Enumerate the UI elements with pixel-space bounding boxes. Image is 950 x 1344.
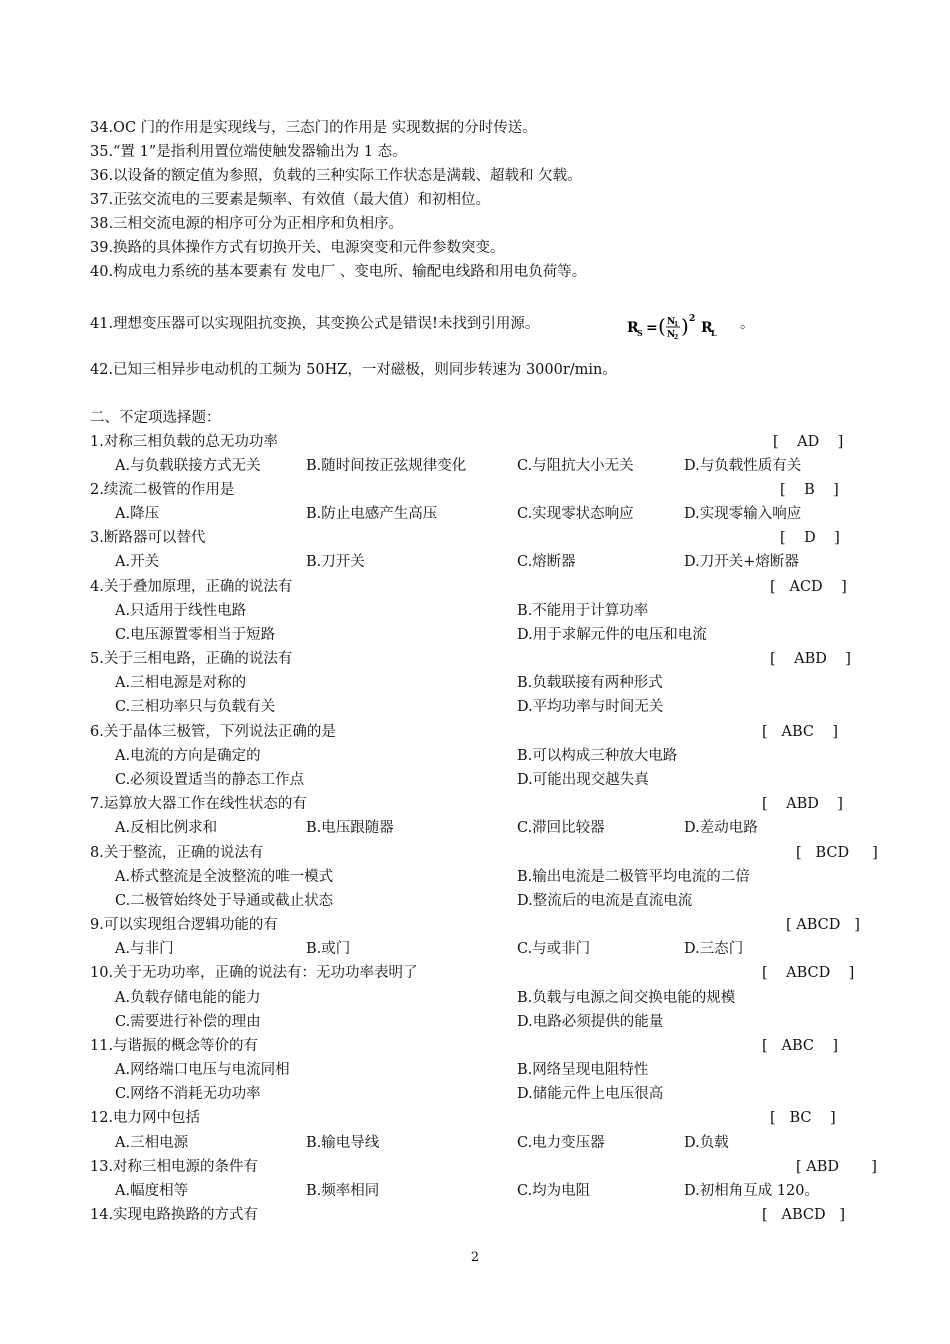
option-c: C.与或非门: [517, 941, 591, 957]
option-a: A.反相比例求和: [115, 820, 218, 836]
svg-text:): ): [681, 314, 689, 338]
question-1: [90, 432, 870, 452]
question-stem: 1.对称三相负载的总无功功率: [90, 434, 278, 450]
fill-line-41: 41.理想变压器可以实现阻抗变换，其变换公式是错误!未找到引用源。: [90, 316, 540, 332]
answer-bracket: [ AD ]: [773, 434, 844, 450]
answer-bracket: [ D ]: [780, 530, 840, 546]
option-b: B.刀开关: [306, 554, 365, 570]
question-stem: 8.关于整流，正确的说法有: [90, 845, 264, 861]
option-d: D.用于求解元件的电压和电流: [517, 627, 707, 643]
option-a: A.桥式整流是全波整流的唯一模式: [115, 869, 334, 885]
fill-line-38: 38.三相交流电源的相序可分为正相序和负相序。: [90, 216, 404, 232]
option-c: C.电压源置零相当于短路: [115, 627, 276, 643]
answer-bracket: [ ACD ]: [770, 579, 847, 595]
answer-bracket: [ ABD ]: [770, 651, 851, 667]
option-d: D.与负载性质有关: [684, 458, 802, 474]
fill-line-36: 36.以设备的额定值为参照，负载的三种实际工作状态是满载、超载和 欠载。: [90, 168, 582, 184]
answer-bracket: [ BCD ]: [796, 845, 878, 861]
option-a: A.与非门: [115, 941, 174, 957]
option-b: B.随时间按正弦规律变化: [306, 458, 467, 474]
question-stem: 7.运算放大器工作在线性状态的有: [90, 796, 307, 812]
option-d: D.实现零输入响应: [684, 506, 802, 522]
option-b: B.不能用于计算功率: [517, 603, 649, 619]
question-2: [90, 480, 870, 500]
svg-text:2: 2: [674, 334, 679, 340]
answer-bracket: [ ABD ]: [796, 1159, 877, 1175]
option-b: B.输电导线: [306, 1135, 380, 1151]
option-c: C.需要进行补偿的理由: [115, 1014, 261, 1030]
answer-bracket: [ B ]: [780, 482, 839, 498]
question-stem: 14.实现电路换路的方式有: [90, 1207, 259, 1223]
answer-bracket: [ ABCD ]: [762, 1207, 846, 1223]
question-stem: 5.关于三相电路，正确的说法有: [90, 651, 293, 667]
svg-text:=: =: [646, 320, 658, 336]
question-13: [90, 1157, 877, 1177]
svg-text:(: (: [658, 314, 666, 338]
svg-text:L: L: [711, 328, 717, 338]
option-a: A.电流的方向是确定的: [115, 748, 261, 764]
formula-period: 。: [740, 316, 755, 332]
svg-text:R: R: [627, 320, 639, 336]
answer-bracket: [ ABD ]: [762, 796, 843, 812]
answer-bracket: [ ABCD ]: [786, 917, 860, 933]
option-c: C.三相功率只与负载有关: [115, 699, 276, 715]
question-stem: 4.关于叠加原理，正确的说法有: [90, 579, 293, 595]
option-c: C.电力变压器: [517, 1135, 605, 1151]
option-d: D.可能出现交越失真: [517, 772, 649, 788]
option-c: C.实现零状态响应: [517, 506, 634, 522]
option-b: B.频率相同: [306, 1183, 380, 1199]
page-number: 2: [470, 1250, 480, 1265]
option-c: C.网络不消耗无功功率: [115, 1086, 261, 1102]
question-stem: 13.对称三相电源的条件有: [90, 1159, 259, 1175]
question-stem: 12.电力网中包括: [90, 1110, 201, 1126]
question-stem: 6.关于晶体三极管，下列说法正确的是: [90, 724, 336, 740]
svg-text:2: 2: [689, 314, 696, 324]
fill-line-39: 39.换路的具体操作方式有切换开关、电源突变和元件参数突变。: [90, 240, 505, 256]
option-d: D.三态门: [684, 941, 744, 957]
question-stem: 3.断路器可以替代: [90, 530, 206, 546]
question-stem: 11.与谐振的概念等价的有: [90, 1038, 259, 1054]
fill-line-35: 35.“置 1”是指利用置位端使触发器输出为 1 态。: [90, 144, 407, 160]
question-8: [90, 843, 878, 863]
option-d: D.初相角互成 120。: [684, 1183, 820, 1199]
question-14: [90, 1205, 870, 1225]
option-a: A.只适用于线性电路: [115, 603, 247, 619]
option-b: B.负载联接有两种形式: [517, 675, 663, 691]
option-a: A.负载存储电能的能力: [115, 990, 261, 1006]
question-stem: 9.可以实现组合逻辑功能的有: [90, 917, 278, 933]
question-stem: 2.续流二极管的作用是: [90, 482, 235, 498]
option-d: D.平均功率与时间无关: [517, 699, 664, 715]
fill-line-34: 34.OC 门的作用是实现线与，三态门的作用是 实现数据的分时传送。: [90, 120, 537, 136]
option-c: C.二极管始终处于导通或截止状态: [115, 893, 334, 909]
question-11: [90, 1036, 870, 1056]
option-b: B.可以构成三种放大电路: [517, 748, 678, 764]
option-a: A.网络端口电压与电流同相: [115, 1062, 290, 1078]
question-5: [90, 649, 870, 669]
option-c: C.与阻抗大小无关: [517, 458, 634, 474]
option-a: A.三相电源是对称的: [115, 675, 247, 691]
svg-text:N: N: [667, 330, 676, 340]
impedance-formula: [627, 312, 737, 340]
option-b: B.负载与电源之间交换电能的规模: [517, 990, 736, 1006]
option-b: B.输出电流是二极管平均电流的二倍: [517, 869, 750, 885]
question-3: [90, 528, 870, 548]
option-c: C.滞回比较器: [517, 820, 605, 836]
answer-bracket: [ ABC ]: [762, 724, 839, 740]
option-b: B.或门: [306, 941, 351, 957]
fill-line-40: 40.构成电力系统的基本要素有 发电厂 、变电所、输配电线路和用电负荷等。: [90, 264, 587, 280]
svg-text:1: 1: [674, 321, 679, 328]
option-a: A.开关: [115, 554, 160, 570]
option-d: D.整流后的电流是直流电流: [517, 893, 693, 909]
option-c: C.均为电阻: [517, 1183, 591, 1199]
option-a: A.与负载联接方式无关: [115, 458, 261, 474]
question-9: [90, 915, 870, 935]
option-d: D.负载: [684, 1135, 729, 1151]
answer-bracket: [ ABCD ]: [762, 965, 855, 981]
answer-bracket: [ ABC ]: [762, 1038, 839, 1054]
svg-text:R: R: [701, 320, 713, 336]
question-12: [90, 1108, 870, 1128]
option-c: C.熔断器: [517, 554, 576, 570]
option-a: A.降压: [115, 506, 160, 522]
option-b: B.电压跟随器: [306, 820, 394, 836]
option-b: B.网络呈现电阻特性: [517, 1062, 649, 1078]
svg-text:N: N: [667, 317, 676, 327]
option-a: A.三相电源: [115, 1135, 189, 1151]
section-title: 二、不定项选择题：: [90, 410, 221, 426]
option-d: D.差动电路: [684, 820, 758, 836]
question-7: [90, 794, 870, 814]
fill-line-42: 42.已知三相异步电动机的工频为 50HZ，一对磁极，则同步转速为 3000r/min。: [90, 362, 617, 378]
question-stem: 10.关于无功功率，正确的说法有：无功功率表明了: [90, 965, 418, 981]
option-d: D.储能元件上电压很高: [517, 1086, 664, 1102]
option-a: A.幅度相等: [115, 1183, 189, 1199]
question-4: [90, 577, 870, 597]
option-b: B.防止电感产生高压: [306, 506, 438, 522]
option-c: C.必须设置适当的静态工作点: [115, 772, 305, 788]
option-d: D.刀开关+熔断器: [684, 554, 799, 570]
option-d: D.电路必须提供的能量: [517, 1014, 664, 1030]
svg-text:S: S: [637, 328, 643, 338]
fill-line-37: 37.正弦交流电的三要素是频率、有效值（最大值）和初相位。: [90, 192, 491, 208]
question-6: [90, 722, 870, 742]
question-10: [90, 963, 870, 983]
answer-bracket: [ BC ]: [770, 1110, 836, 1126]
